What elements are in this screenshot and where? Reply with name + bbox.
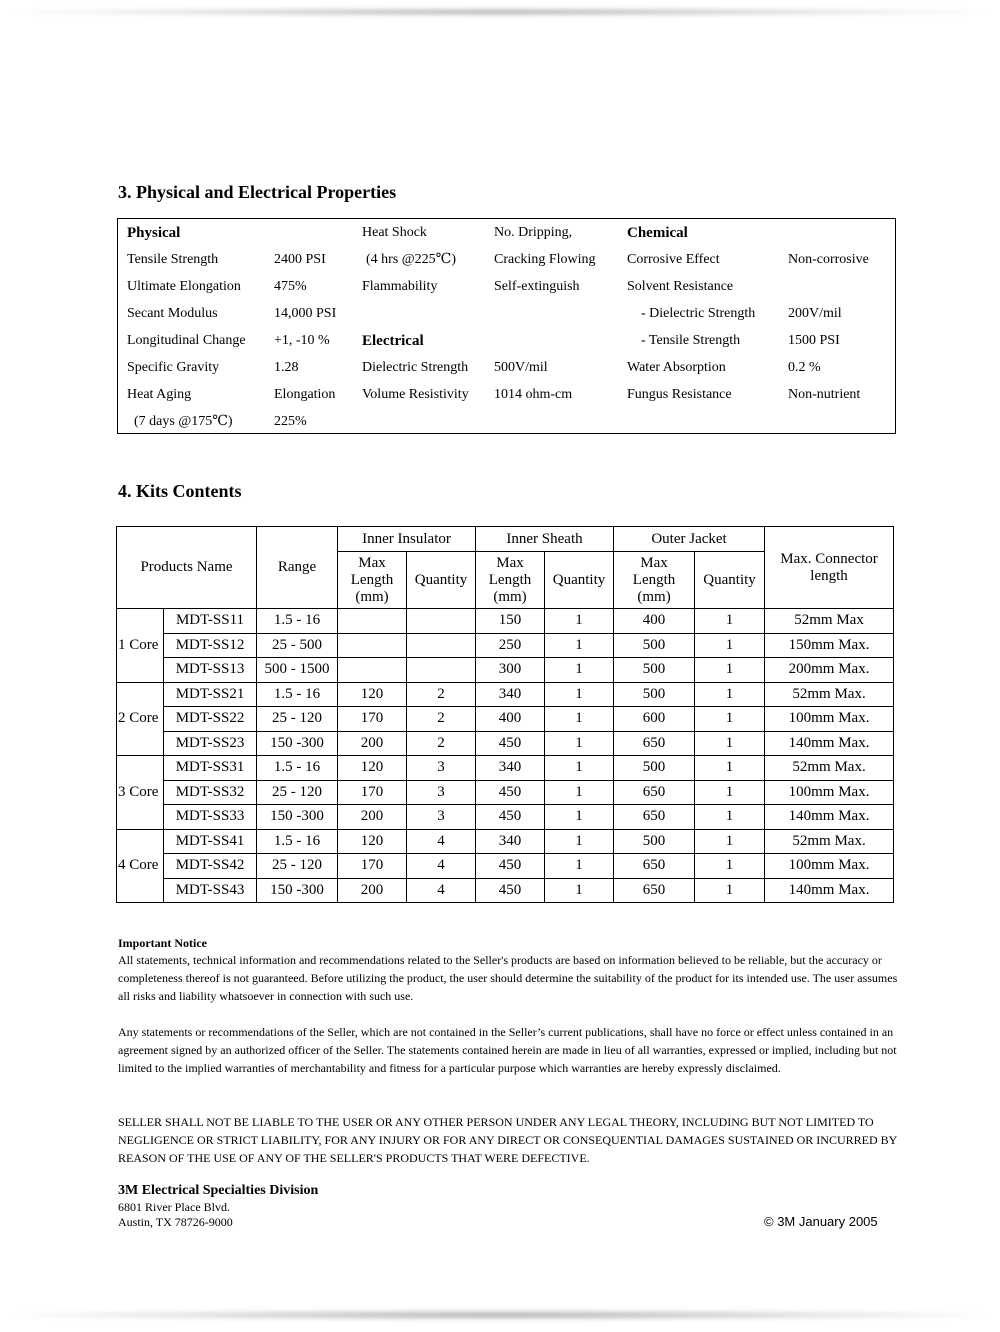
- property-label: Ultimate Elongation: [127, 279, 241, 294]
- header-outer-jacket: Outer Jacket: [614, 527, 765, 552]
- footer-address-line: Austin, TX 78726-9000: [118, 1215, 233, 1229]
- inner-insulator-length-cell: 200: [338, 731, 407, 756]
- property-value: 200V/mil: [788, 306, 842, 321]
- outer-jacket-quantity-cell: 1: [695, 658, 765, 683]
- product-name-cell: MDT-SS32: [164, 780, 257, 805]
- properties-box: [117, 218, 896, 434]
- table-row: [117, 731, 894, 756]
- max-connector-cell: 150mm Max.: [765, 633, 894, 658]
- footer-address-line: 6801 River Place Blvd.: [118, 1200, 230, 1214]
- header-max-length: Max Length (mm): [338, 552, 407, 609]
- inner-sheath-length-cell: 250: [476, 633, 545, 658]
- inner-sheath-length-cell: 340: [476, 682, 545, 707]
- notice-paragraph: SELLER SHALL NOT BE LIABLE TO THE USER OR ANY OTHER PERSON UNDER ANY LEGAL THEORY, INCLUDING BUT NOT LIMITED TO NEGLIGENCE OR STRICT LIABILITY, FOR ANY INJURY OR FOR ANY DIRECT OR CONSEQUENTIAL DAMAGES SUSTAINED OR INCURRED BY REASON OF THE USE OF ANY OF THE SELLER'S PRODUCTS THAT WERE DEFECTIVE.: [118, 1115, 897, 1165]
- max-connector-cell: 52mm Max.: [765, 829, 894, 854]
- property-value: Non-nutrient: [788, 387, 861, 402]
- notice-paragraph: All statements, technical information and recommendations related to the Seller's products are based on information believed to be reliable, but the accuracy or completeness thereof is not guaranteed. Before utilizing the product, the user should determine the suitability of the product for its intended use. The user assumes all risks and liability whatsoever in connection with such use.: [118, 953, 898, 1003]
- inner-sheath-length-cell: 450: [476, 854, 545, 879]
- inner-insulator-length-cell: 170: [338, 780, 407, 805]
- copyright: © 3M January 2005: [764, 1214, 878, 1229]
- outer-jacket-quantity-cell: 1: [695, 707, 765, 732]
- inner-sheath-quantity-cell: 1: [545, 805, 614, 830]
- table-row: [117, 682, 894, 707]
- heat-shock-condition: (4 hrs @225℃): [366, 252, 456, 267]
- range-cell: 1.5 - 16: [257, 829, 338, 854]
- inner-insulator-length-cell: 200: [338, 805, 407, 830]
- inner-sheath-length-cell: 340: [476, 829, 545, 854]
- table-row: [117, 658, 894, 683]
- range-cell: 1.5 - 16: [257, 682, 338, 707]
- table-row: [117, 878, 894, 903]
- inner-insulator-quantity-cell: 2: [407, 682, 476, 707]
- max-connector-cell: 52mm Max: [765, 609, 894, 634]
- range-cell: 150 -300: [257, 805, 338, 830]
- property-value: 475%: [274, 279, 307, 294]
- property-value: 0.2 %: [788, 360, 821, 375]
- max-connector-cell: 100mm Max.: [765, 707, 894, 732]
- inner-sheath-length-cell: 450: [476, 780, 545, 805]
- flammability-label: Flammability: [362, 279, 438, 294]
- property-value: +1, -10 %: [274, 333, 330, 348]
- property-label: Water Absorption: [627, 360, 726, 375]
- max-connector-cell: 100mm Max.: [765, 780, 894, 805]
- header-max-length: Max Length (mm): [614, 552, 695, 609]
- range-cell: 25 - 120: [257, 707, 338, 732]
- max-connector-cell: 140mm Max.: [765, 878, 894, 903]
- header-range: Range: [257, 527, 338, 609]
- table-row: [117, 707, 894, 732]
- outer-jacket-length-cell: 500: [614, 658, 695, 683]
- property-value: 1500 PSI: [788, 333, 840, 348]
- notice-title: Important Notice: [118, 936, 207, 950]
- product-name-cell: MDT-SS41: [164, 829, 257, 854]
- table-row: [117, 805, 894, 830]
- inner-sheath-quantity-cell: 1: [545, 633, 614, 658]
- inner-sheath-quantity-cell: 1: [545, 658, 614, 683]
- outer-jacket-length-cell: 500: [614, 633, 695, 658]
- inner-insulator-quantity-cell: [407, 609, 476, 634]
- outer-jacket-quantity-cell: 1: [695, 609, 765, 634]
- notice-paragraph: Any statements or recommendations of the Seller, which are not contained in the Seller’s current publications, shall have no force or effect unless contained in an agreement signed by an authorized officer of the Seller. The statements contained herein are made in lieu of all warranties, expressed or implied, including but not limited to the implied warranties of merchantability and fitness for a particular purpose which warranties are hereby expressly disclaimed.: [118, 1025, 897, 1075]
- outer-jacket-length-cell: 500: [614, 756, 695, 781]
- property-label: Specific Gravity: [127, 360, 220, 375]
- physical-heading: Physical: [127, 225, 181, 241]
- inner-sheath-length-cell: 340: [476, 756, 545, 781]
- property-label: (7 days @175℃): [134, 414, 233, 429]
- core-group-cell: 3 Core: [117, 756, 164, 830]
- table-row: [117, 633, 894, 658]
- max-connector-cell: 140mm Max.: [765, 731, 894, 756]
- inner-insulator-quantity-cell: 4: [407, 829, 476, 854]
- header-inner-sheath: Inner Sheath: [476, 527, 614, 552]
- outer-jacket-length-cell: 650: [614, 854, 695, 879]
- inner-sheath-quantity-cell: 1: [545, 878, 614, 903]
- outer-jacket-quantity-cell: 1: [695, 756, 765, 781]
- outer-jacket-quantity-cell: 1: [695, 731, 765, 756]
- inner-sheath-quantity-cell: 1: [545, 682, 614, 707]
- range-cell: 1.5 - 16: [257, 756, 338, 781]
- outer-jacket-quantity-cell: 1: [695, 805, 765, 830]
- property-label: Solvent Resistance: [627, 279, 734, 294]
- table-row: [117, 756, 894, 781]
- property-value: 225%: [274, 414, 307, 429]
- page-bottom-shadow: [0, 1306, 1000, 1332]
- inner-sheath-length-cell: 450: [476, 805, 545, 830]
- heat-shock-value-2: Cracking Flowing: [494, 252, 596, 267]
- product-name-cell: MDT-SS11: [164, 609, 257, 634]
- heat-shock-value: No. Dripping,: [494, 225, 573, 240]
- inner-insulator-length-cell: 170: [338, 854, 407, 879]
- inner-insulator-quantity-cell: [407, 658, 476, 683]
- flammability-value: Self-extinguish: [494, 279, 580, 294]
- range-cell: 150 -300: [257, 878, 338, 903]
- inner-insulator-length-cell: 120: [338, 682, 407, 707]
- max-connector-cell: 140mm Max.: [765, 805, 894, 830]
- max-connector-cell: 52mm Max.: [765, 756, 894, 781]
- outer-jacket-quantity-cell: 1: [695, 682, 765, 707]
- outer-jacket-length-cell: 400: [614, 609, 695, 634]
- range-cell: 25 - 120: [257, 854, 338, 879]
- inner-insulator-length-cell: 120: [338, 829, 407, 854]
- electrical-heading: Electrical: [362, 333, 424, 349]
- inner-sheath-quantity-cell: 1: [545, 780, 614, 805]
- property-label: Volume Resistivity: [362, 387, 469, 402]
- inner-insulator-length-cell: 200: [338, 878, 407, 903]
- inner-insulator-quantity-cell: 2: [407, 707, 476, 732]
- property-value: 2400 PSI: [274, 252, 326, 267]
- section-3-title: 3. Physical and Electrical Properties: [118, 182, 397, 202]
- header-max-connector: Max. Connector length: [765, 527, 894, 609]
- property-value: Non-corrosive: [788, 252, 869, 267]
- inner-insulator-quantity-cell: 3: [407, 805, 476, 830]
- inner-insulator-length-cell: [338, 658, 407, 683]
- outer-jacket-length-cell: 650: [614, 780, 695, 805]
- outer-jacket-quantity-cell: 1: [695, 780, 765, 805]
- header-quantity: Quantity: [407, 552, 476, 609]
- inner-sheath-quantity-cell: 1: [545, 731, 614, 756]
- outer-jacket-quantity-cell: 1: [695, 829, 765, 854]
- core-group-cell: 1 Core: [117, 609, 164, 683]
- inner-sheath-quantity-cell: 1: [545, 829, 614, 854]
- outer-jacket-length-cell: 650: [614, 731, 695, 756]
- outer-jacket-length-cell: 650: [614, 878, 695, 903]
- core-group-cell: 4 Core: [117, 829, 164, 903]
- product-name-cell: MDT-SS43: [164, 878, 257, 903]
- property-value: Elongation: [274, 387, 336, 402]
- inner-sheath-length-cell: 300: [476, 658, 545, 683]
- kits-table: [116, 526, 894, 903]
- inner-insulator-quantity-cell: 3: [407, 756, 476, 781]
- product-name-cell: MDT-SS12: [164, 633, 257, 658]
- kits-table-body: [117, 609, 894, 903]
- inner-insulator-quantity-cell: [407, 633, 476, 658]
- max-connector-cell: 100mm Max.: [765, 854, 894, 879]
- outer-jacket-quantity-cell: 1: [695, 633, 765, 658]
- footer-organization: 3M Electrical Specialties Division: [118, 1183, 319, 1198]
- header-quantity: Quantity: [545, 552, 614, 609]
- header-quantity: Quantity: [695, 552, 765, 609]
- heat-shock-label: Heat Shock: [362, 225, 427, 240]
- property-label: Tensile Strength: [127, 252, 219, 267]
- table-row: [117, 780, 894, 805]
- property-label: Heat Aging: [127, 387, 192, 402]
- outer-jacket-length-cell: 500: [614, 829, 695, 854]
- range-cell: 25 - 500: [257, 633, 338, 658]
- property-value: 1.28: [274, 360, 299, 375]
- outer-jacket-length-cell: 500: [614, 682, 695, 707]
- range-cell: 25 - 120: [257, 780, 338, 805]
- inner-insulator-quantity-cell: 4: [407, 854, 476, 879]
- range-cell: 500 - 1500: [257, 658, 338, 683]
- product-name-cell: MDT-SS21: [164, 682, 257, 707]
- product-name-cell: MDT-SS42: [164, 854, 257, 879]
- outer-jacket-length-cell: 650: [614, 805, 695, 830]
- product-name-cell: MDT-SS33: [164, 805, 257, 830]
- header-products-name: Products Name: [117, 527, 257, 609]
- outer-jacket-quantity-cell: 1: [695, 878, 765, 903]
- max-connector-cell: 200mm Max.: [765, 658, 894, 683]
- property-label: Secant Modulus: [127, 306, 218, 321]
- property-value: 14,000 PSI: [274, 306, 337, 321]
- product-name-cell: MDT-SS13: [164, 658, 257, 683]
- inner-insulator-length-cell: [338, 609, 407, 634]
- inner-sheath-quantity-cell: 1: [545, 707, 614, 732]
- property-label: Dielectric Strength: [362, 360, 469, 375]
- inner-sheath-quantity-cell: 1: [545, 854, 614, 879]
- core-group-cell: 2 Core: [117, 682, 164, 756]
- range-cell: 1.5 - 16: [257, 609, 338, 634]
- max-connector-cell: 52mm Max.: [765, 682, 894, 707]
- inner-sheath-quantity-cell: 1: [545, 609, 614, 634]
- inner-sheath-length-cell: 450: [476, 878, 545, 903]
- inner-insulator-quantity-cell: 4: [407, 878, 476, 903]
- page-top-shadow: [0, 0, 1000, 24]
- product-name-cell: MDT-SS23: [164, 731, 257, 756]
- product-name-cell: MDT-SS22: [164, 707, 257, 732]
- inner-insulator-quantity-cell: 2: [407, 731, 476, 756]
- header-max-length: Max Length (mm): [476, 552, 545, 609]
- inner-insulator-length-cell: 170: [338, 707, 407, 732]
- property-label: Longitudinal Change: [127, 333, 246, 348]
- outer-jacket-length-cell: 600: [614, 707, 695, 732]
- header-inner-insulator: Inner Insulator: [338, 527, 476, 552]
- inner-insulator-quantity-cell: 3: [407, 780, 476, 805]
- inner-sheath-length-cell: 400: [476, 707, 545, 732]
- range-cell: 150 -300: [257, 731, 338, 756]
- property-label: Corrosive Effect: [627, 252, 720, 267]
- product-name-cell: MDT-SS31: [164, 756, 257, 781]
- inner-insulator-length-cell: 120: [338, 756, 407, 781]
- inner-sheath-length-cell: 450: [476, 731, 545, 756]
- property-value: 1014 ohm-cm: [494, 387, 573, 402]
- property-label: - Tensile Strength: [641, 333, 741, 348]
- table-row: [117, 609, 894, 634]
- table-row: [117, 854, 894, 879]
- chemical-heading: Chemical: [627, 225, 688, 241]
- inner-sheath-length-cell: 150: [476, 609, 545, 634]
- property-label: Fungus Resistance: [627, 387, 732, 402]
- inner-sheath-quantity-cell: 1: [545, 756, 614, 781]
- inner-insulator-length-cell: [338, 633, 407, 658]
- outer-jacket-quantity-cell: 1: [695, 854, 765, 879]
- section-4-title: 4. Kits Contents: [118, 481, 242, 501]
- property-label: - Dielectric Strength: [641, 306, 756, 321]
- table-row: [117, 829, 894, 854]
- property-value: 500V/mil: [494, 360, 548, 375]
